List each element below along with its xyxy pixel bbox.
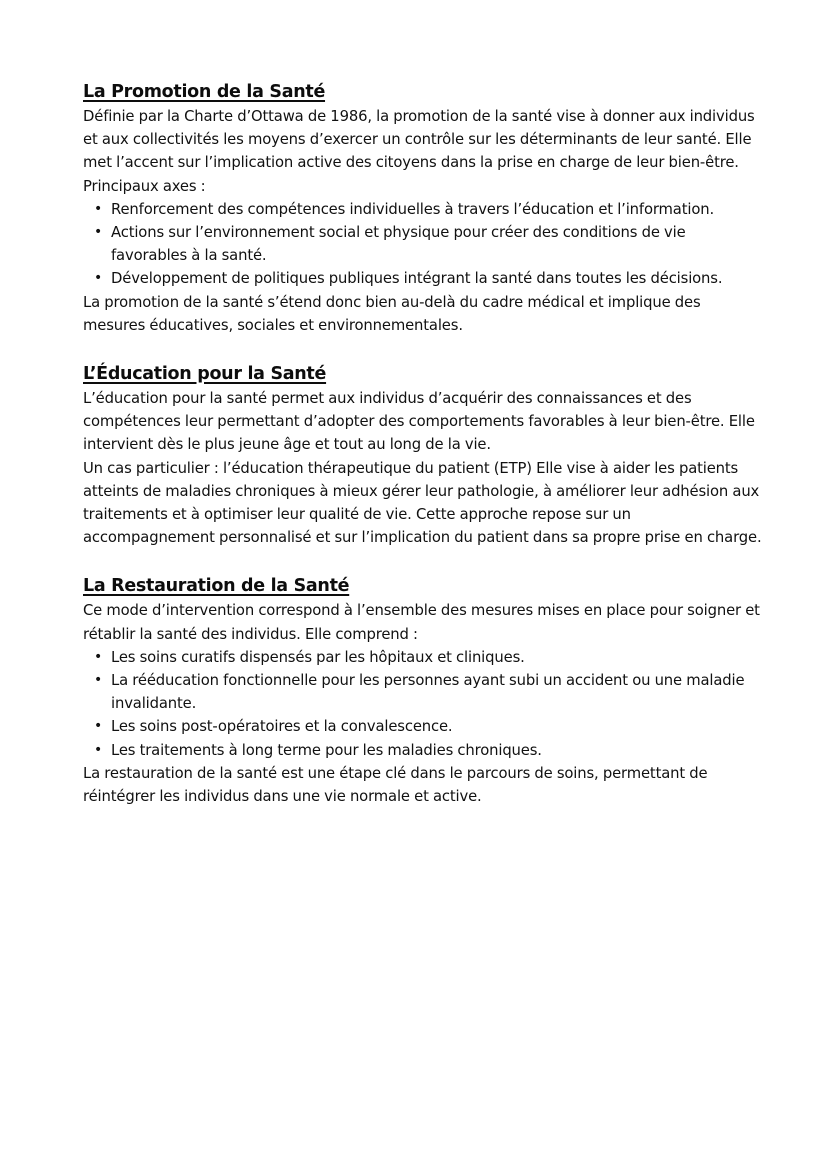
- list-item-text: Développement de politiques publiques intégrant la santé dans toutes les décisions.: [111, 270, 723, 288]
- bullet-list: [83, 646, 763, 762]
- bullet-icon: •: [94, 224, 103, 241]
- paragraph: Un cas particulier : l’éducation thérapeutique du patient (ETP) Elle vise à aider les patients atteints de maladies chroniques à mieux gérer leur pathologie, à améliorer leur adhésion aux traitements et à optimiser leur qualité de vie. Cette approche repose sur un accompagnement personnalisé et sur l’implication du patient dans sa propre prise en charge.: [83, 459, 762, 547]
- list-item-text: Les soins curatifs dispensés par les hôpitaux et cliniques.: [111, 648, 525, 666]
- section-restauration: [83, 573, 763, 808]
- bullet-icon: •: [94, 672, 103, 689]
- list-item: [94, 646, 763, 669]
- list-item-text: Les soins post-opératoires et la convalescence.: [111, 718, 453, 736]
- list-item-text: Renforcement des compétences individuelles à travers l’éducation et l’information.: [111, 200, 715, 218]
- list-item: [94, 198, 763, 221]
- paragraph: Ce mode d’intervention correspond à l’ensemble des mesures mises en place pour soigner et rétablir la santé des individus. Elle comprend :: [83, 602, 760, 643]
- section-promotion: [83, 79, 763, 337]
- bullet-icon: •: [94, 648, 103, 665]
- paragraph: L’éducation pour la santé permet aux individus d’acquérir des connaissances et des compétences leur permettant d’adopter des comportements favorables à leur bien-être. Elle intervient dès le plus jeune âge et tout au long de la vie.: [83, 390, 755, 454]
- section-title: La Promotion de la Santé: [83, 82, 326, 102]
- section-title: La Restauration de la Santé: [83, 576, 350, 597]
- list-item: [94, 715, 763, 738]
- paragraph: La restauration de la santé est une étape clé dans le parcours de soins, permettant de réintégrer les individus dans une vie normale et active.: [83, 764, 708, 806]
- document-page: [83, 79, 763, 808]
- bullet-icon: •: [94, 741, 103, 758]
- list-item-text: Actions sur l’environnement social et physique pour créer des conditions de vie favorables à la santé.: [111, 224, 686, 265]
- bullet-icon: •: [94, 200, 103, 217]
- paragraph: La promotion de la santé s’étend donc bien au-delà du cadre médical et implique des mesures éducatives, sociales et environnementales.: [83, 293, 701, 334]
- list-item: [94, 739, 763, 762]
- section-title: L’Éducation pour la Santé: [83, 364, 327, 385]
- list-item-text: Les traitements à long terme pour les maladies chroniques.: [111, 741, 542, 759]
- section-education: [83, 361, 763, 549]
- list-item-text: La rééducation fonctionnelle pour les personnes ayant subi un accident ou une maladie invalidante.: [111, 672, 745, 713]
- bullet-icon: •: [94, 270, 103, 287]
- bullet-list: [83, 198, 763, 291]
- paragraph: Principaux axes :: [83, 177, 206, 195]
- list-item: [94, 221, 763, 267]
- list-item: [94, 267, 763, 290]
- paragraph: Définie par la Charte d’Ottawa de 1986, la promotion de la santé vise à donner aux individus et aux collectivités les moyens d’exercer un contrôle sur les déterminants de leur santé. Elle met l’accent sur l’implication active des citoyens dans la prise en charge de leur bien-être.: [83, 108, 755, 172]
- bullet-icon: •: [94, 718, 103, 735]
- list-item: [94, 669, 763, 715]
